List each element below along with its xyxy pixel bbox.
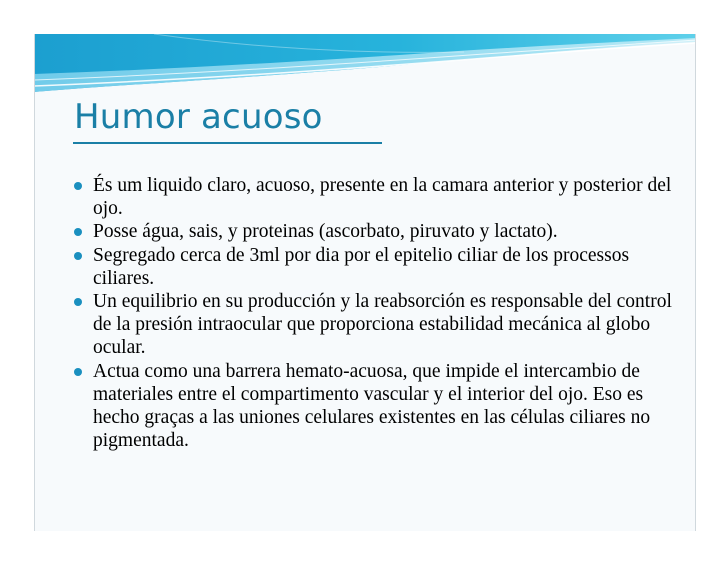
- bullet-dot-icon: [74, 368, 82, 376]
- bullet-text: Un equilibrio en su producción y la reabsorción es responsable del control de la presión intraocular que proporciona estabilidad mecánica al globo ocular.: [93, 291, 672, 359]
- bullet-dot-icon: [74, 228, 82, 236]
- title-underline: [73, 142, 382, 144]
- bullet-text: És um liquido claro, acuoso, presente en la camara anterior y posterior del ojo.: [93, 175, 672, 220]
- bullet-dot-icon: [74, 252, 82, 260]
- slide-title: Humor acuoso: [74, 97, 323, 137]
- bullet-list: [72, 174, 690, 452]
- bullet-text: Actua como una barrera hemato-acuosa, que impide el intercambio de materiales entre el compartimento vascular y el interior del ojo. Eso es hecho graças a las uniones celulares existentes en las células ciliares no pigmentada.: [93, 360, 651, 452]
- decorative-wave-banner: [34, 34, 696, 94]
- bullet-text: Posse água, sais, y proteinas (ascorbato, piruvato y lactato).: [93, 221, 558, 243]
- bullet-text: Segregado cerca de 3ml por dia por el epitelio ciliar de los processos ciliares.: [93, 244, 630, 289]
- bullet-item: [72, 290, 690, 360]
- bullet-item: [72, 244, 690, 290]
- slide-border-left: [34, 34, 35, 531]
- bullet-dot-icon: [74, 182, 82, 190]
- bullet-item: [72, 174, 690, 220]
- bullet-item: [72, 220, 690, 243]
- slide: [34, 34, 696, 531]
- slide-border-right: [695, 34, 696, 531]
- bullet-dot-icon: [74, 298, 82, 306]
- bullet-item: [72, 360, 690, 453]
